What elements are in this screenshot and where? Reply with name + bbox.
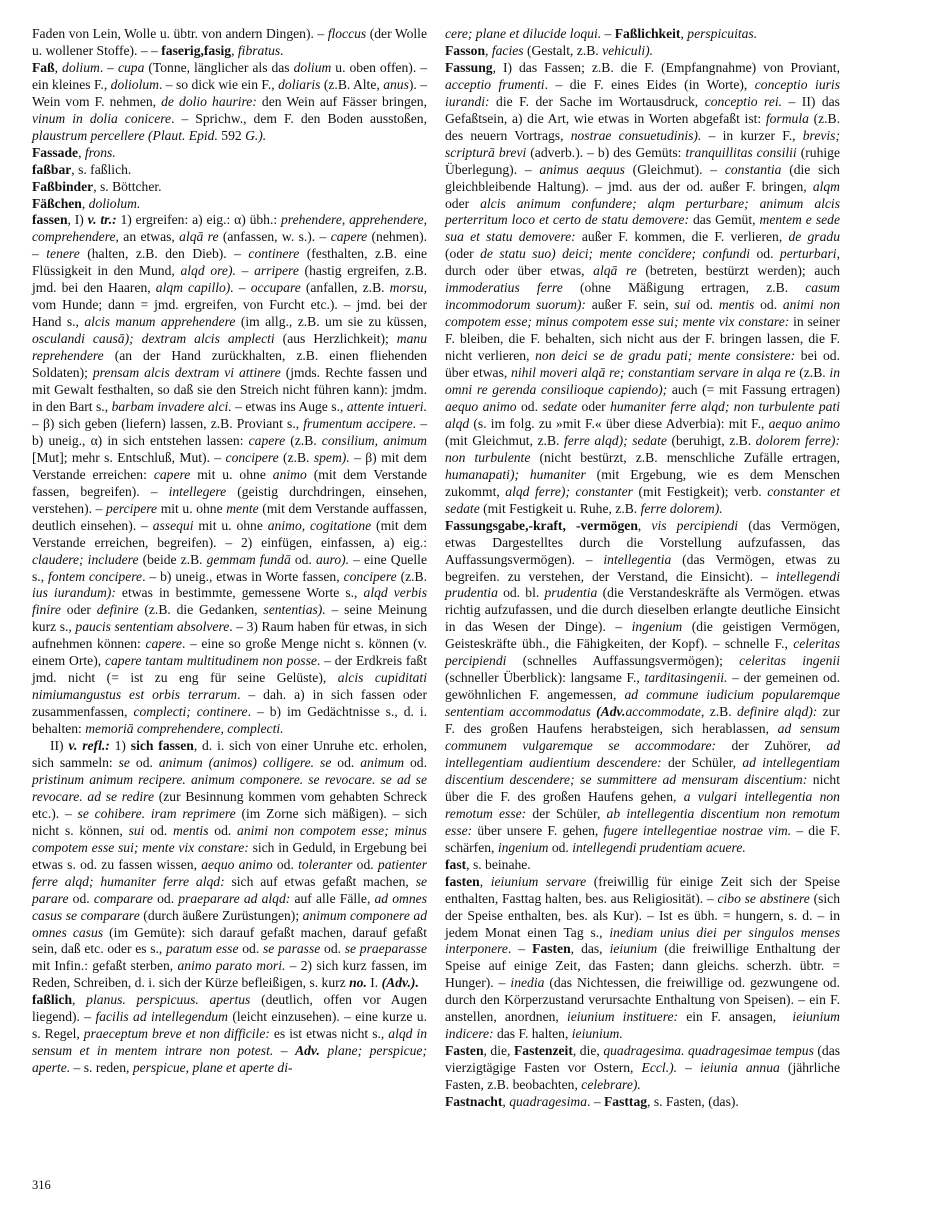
dictionary-entry: fasten, ieiunium servare (freiwillig für einige Zeit sich der Speise enthalten, Fasttag halten, bes. aus Religiosität). – cibo se abstinere (sich der Speise enthalten, bes. als Kur). – Ist es übh. = hungern, s. d. – in jedem Monat einen Tag s., inediam unius diei per singulos menses interponere. – Fasten, das, ieiunium (die freiwillige Enthaltung der Speise auf einige Zeit, das Fasten; dann gleichs. scherzh. übtr. = Hunger). – inedia (das Nichtessen, die freiwillige od. gezwungene od. durch den Körperzustand verursachte Enthaltung von Speisen). – ein F. anstellen, anordnen, ieiunium instituere: ein F. ansagen, ieiunium indicere: das F. halten, ieiunium. [445,873,841,1042]
dictionary-entry: Faß, dolium. – cupa (Tonne, länglicher als das dolium u. oben offen). – ein kleines F., doliolum. – so dick wie ein F., doliaris (z.B. Alte, anus). – Wein vom F. nehmen, de dolio haurire: den Wein auf Fässer bringen, vinum in dolia conicere. – Sprichw., dem F. den Boden ausstoßen, plaustrum percellere (Plaut. Epid. 592 G.). [32,59,428,143]
dictionary-entry: fast, s. beinahe. [445,856,531,872]
dictionary-entry: cere; plane et dilucide loqui. – Faßlichkeit, perspicuitas. [445,26,758,41]
dictionary-entry: faßbar, s. faßlich. [32,161,132,177]
dictionary-entry: fassen, I) v. tr.: 1) ergreifen: a) eig.: α) übh.: prehendere, apprehendere, comprehendere, an etwas, alqā re (anfassen, w. s.). – capere (nehmen). – tenere (halten, z.B. den Dieb). – continere (festhalten, z.B. eine Flüssigkeit in den Mund, alqd ore). – arripere (hastig ergreifen, z.B. jmd. bei den Haaren, alqm capillo). – occupare (anfallen, z.B. morsu, vom Hunde; dann = jmd. ergreifen, von Furcht etc.). – jmd. bei der Hand s., alcis manum apprehendere (im allg., z.B. um sie zu küssen, osculandi causā); dextram alcis amplecti (aus Herzlichkeit); manu reprehendere (an der Hand zurückhalten, z.B. einen fliehenden Soldaten); prensam alcis dextram vi attinere (jmds. Rechte fassen und mit Gewalt festhalten, so daß sie den Streich nicht führen kann): jmdm. in den Bart s., barbam invadere alci. – etwas ins Auge s., attente intueri. – β) sich geben (liefern) lassen, z.B. Proviant s., frumentum accipere. – b) uneig., α) in sich entstehen lassen: capere (z.B. consilium, animum [Mut]; mehr s. Entschluß, Mut). – concipere (z.B. spem). – β) mit dem Verstande erreichen: capere mit u. ohne animo (mit dem Verstande fassen, begreifen). – intellegere (geistig durchdringen, einsehen, verstehen). – percipere mit u. ohne mente (mit dem Verstande auffassen, deutlich einsehen). – assequi mit u. ohne animo, cogitatione (mit dem Verstande erreichen, begreifen). – 2) einfügen, einfassen, a) eig.: claudere; includere (beide z.B. gemmam fundā od. auro). – eine Quelle s., fontem concipere. – b) uneig., etwas in Worte fassen, concipere (z.B. ius iurandum): etwas in bestimmte, gemessene Worte s., alqd verbis finire oder definire (z.B. die Gedanken, sententias). – seine Meinung kurz s., paucis sententiam absolvere. – 3) Raum haben für etwas, in sich aufnehmen können: capere. – eine so große Menge nicht s. können (v. einem Orte), capere tantam multitudinem non posse. – der Erdkreis faßt jmd. nicht (= ist zu eng für seine Gelüste), alcis cupiditati nimiumangustus est orbis terrarum. – dah. a) in sich fassen oder zusammenfassen, complecti; continere. – b) im Gedächtnisse s., d. i. behalten: memoriā comprehendere, complecti. [32,212,428,737]
dictionary-entry: Fasson, facies (Gestalt, z.B. vehiculi). [445,42,654,58]
dictionary-entry: Fäßchen, doliolum. [32,195,141,211]
dictionary-entry: Fassung, I) das Fassen; z.B. die F. (Empfangnahme) von Proviant, acceptio frumenti. – die F. eines Eides (in Worte), conceptio iuris iurandi: die F. der Sache im Wortausdruck, conceptio rei. – II) das Gefaßtsein, a) die Art, wie etwas in Worten abgefaßt ist: formula (z.B. des neuern Vortrags, nostrae consuetudinis). – in kurzer F., brevis; scripturā brevi (adverb.). – b) des Gemüts: tranquillitas consilii (ruhige Überlegung). – animus aequus (Gleichmut). – constantia (die sich gleichbleibende Haltung). – jmd. aus der od. außer F. bringen, alqm oder alcis animum confundere; alqm perturbare; animum alcis perterritum loco et certo de statu demovere: das Gemüt, mentem e sede sua et statu demovere: außer F. kommen, die F. verlieren, de gradu (oder de statu suo) deici; mente concĭdere; confundi od. perturbari, durch oder über etwas, alqā re (betreten, bestürzt werden); auch immoderatius ferre (ohne Mäßigung ertragen, z.B. casum incommodorum suorum): außer F. sein, sui od. mentis od. animi non compotem esse; minus compotem esse sui; mente vix constare: in seiner F. bleiben, die F. behalten, sich nicht aus der F. bringen lassen, die F. nicht verlieren, non deici se de gradu pati; mente consistere: bei od. über etwas, nihil moveri alqā re; constantiam servare in alqa re (z.B. in omni re gerenda consilioque capiendo); auch (= mit Fassung ertragen) aequo animo od. sedate oder humaniter ferre alqd; non turbulente pati alqd (s. im folg. zu »mit F.« über diese Adverbia): mit F., aequo animo (mit Gleichmut, z.B. ferre alqd); sedate (beruhigt, z.B. dolorem ferre): non turbulente (nicht bestürzt, z.B. menschliche Zufälle ertragen, humanapati); humaniter (mit Ergebung, wie es dem Menschen zukommt, alqd ferre); constanter (mit Festigkeit); verb. constanter et sedate (mit Festigkeit u. Ruhe, z.B. ferre dolorem). [445,59,841,516]
dictionary-entry: Fassade, frons. [32,144,116,160]
dictionary-entry: Fassungsgabe,-kraft, -vermögen, vis percipiendi (das Vermögen, etwas Dargestelltes durch die Vorstellung aufzufassen, das Auffassungsvermögen). – intellegentia (das Vermögen, etwas zu begreifen. zu verstehen, der Verstand, die Einsicht). – intellegendi prudentia od. bl. prudentia (die Verstandeskräfte als Vermögen. etwas richtig aufzufassen, und die durch dieselben erlangte deutliche Einsicht in das Wesen der Dinge). – ingenium (die geistigen Vermögen, Geisteskräfte übh., die Fähigkeiten, der Kopf). – schnelle F., celeritas percipiendi (schnelles Auffassungsvermögen); celeritas ingenii (schneller Überblick): langsame F., tarditasingenii. – der gemeinen od. gewöhnlichen F. angemessen, ad commune iudicium popularemque sententiam accommodatus (Adv.accommodate, z.B. definire alqd): zur F. des großen Haufens herabsteigen, sich herablassen, ad sensum communem vulgaremque se accommodare: der Zuhörer, ad intellegentiam audientium descendere: der Schüler, ad intellegentiam discentium descendere; se summittere ad mensuram discentium: nicht über die F. des großen Haufens gehen, a vulgari intellegentia non remotum esse: der Schüler, ab intellegentia discentium non remotum esse: über unsere F. gehen, fugere intellegentiae nostrae vim. – die F. schärfen, ingenium od. intellegendi prudentiam acuere. [445,517,841,855]
dictionary-entry: Faden von Lein, Wolle u. übtr. von andern Dingen). – floccus (der Wolle u. wollener Stoffe). – – faserig,fasig, fibratus. [32,26,427,58]
right-column [445,26,840,1111]
dictionary-entry: Faßbinder, s. Böttcher. [32,178,162,194]
dictionary-entry: faßlich, planus. perspicuus. apertus (deutlich, offen vor Augen liegend). – facilis ad intellegendum (leicht einzusehen). – eine kurze u. s. Regel, praeceptum breve et non difficile: es ist etwas nicht s., alqd in sensum et in mentem intrare non potest. – Adv. plane; perspicue; aperte. – s. reden, perspicue, plane et aperte di- [32,992,428,1076]
left-column [32,26,427,1077]
dictionary-entry: Fasten, die, Fastenzeit, die, quadragesima. quadragesimae tempus (das vierzigtägige Fasten vor Ostern, Eccl.). – ieiunia annua (jährliche Fasten, z.B. beobachten, celebrare). [445,1043,841,1093]
dictionary-entry: II) v. refl.: 1) sich fassen, d. i. sich von einer Unruhe etc. erholen, sich sammeln: se od. animum (animos) colligere. se od. animum od. pristinum animum recipere. animum componere. se revocare. se ad se revocare. ad se redire (zur Besinnung kommen vom gehabten Schreck etc.). – se cohibere. iram reprimere (im Zorne sich mäßigen). – sich nicht s. können, sui od. mentis od. animi non compotem esse; minus compotem esse sui; mente vix constare: sich in Geduld, in Ergebung bei etwas s. od. zu fassen wissen, aequo animo od. toleranter od. patienter ferre alqd; humaniter ferre alqd: sich auf etwas gefaßt machen, se parare od. comparare od. praeparare ad alqd: auf alle Fälle, ad omnes casus se comparare (durch äußere Zurüstungen); animum componere ad omnes casus (im Gemüte): sich darauf gefaßt machen, darauf gefaßt sein, daß etc. oder es s., paratum esse od. se parasse od. se praeparasse mit Infin.: gefaßt sterben, animo parato mori. – 2) sich kurz fassen, im Reden, Schreiben, d. i. sich der Kürze befleißigen, s. kurz no. I. (Adv.). [32,738,428,991]
page-number: 316 [32,1178,51,1192]
dictionary-entry: Fastnacht, quadragesima. – Fasttag, s. Fasten, (das). [445,1094,739,1110]
